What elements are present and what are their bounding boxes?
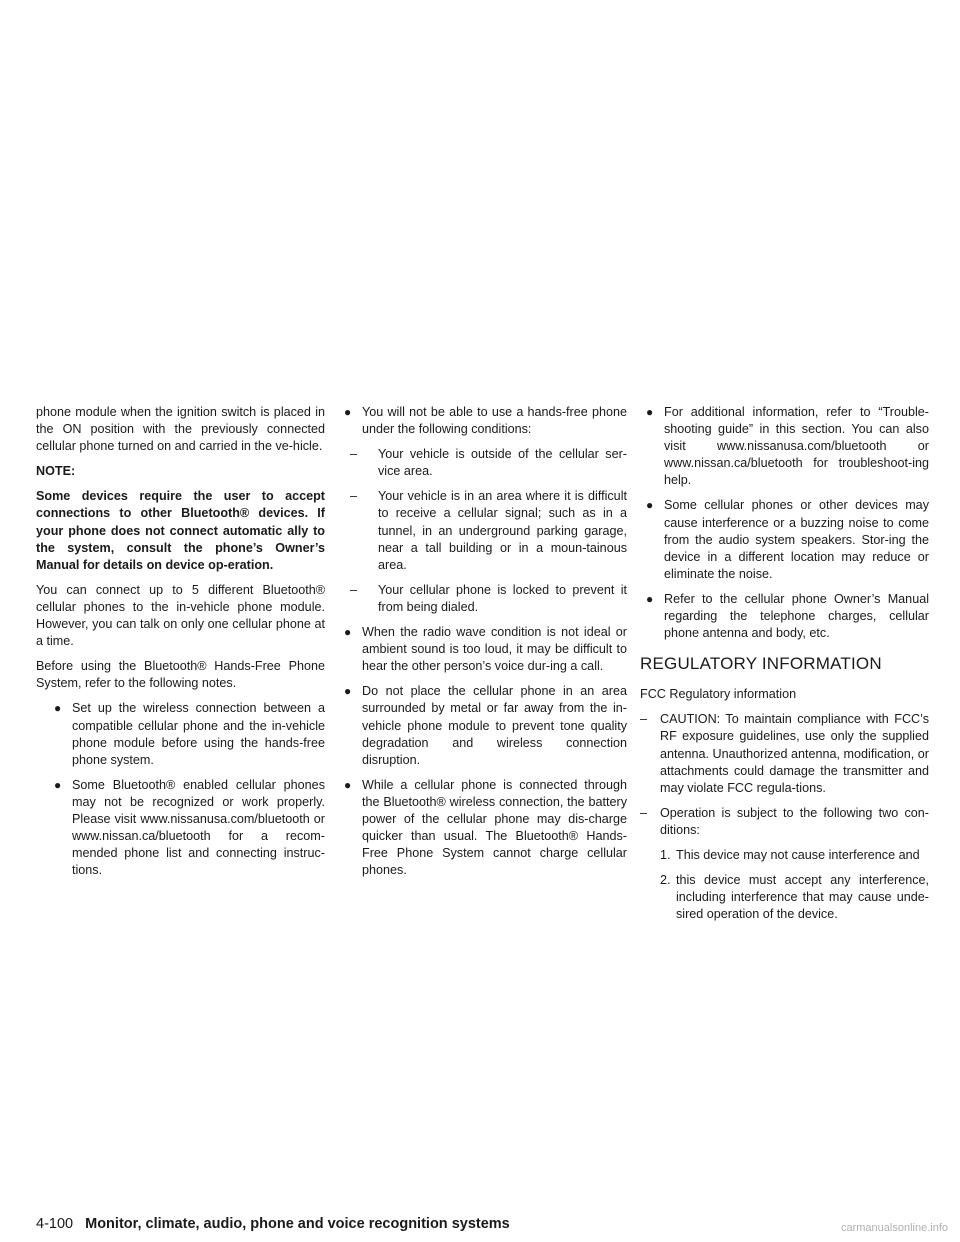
list-item — [52, 700, 325, 768]
sub-list-item-text: Your vehicle is in an area where it is difficult to receive a cellular signal; such as in a tunnel, in an underground parking garage, near a tall building or in a moun-tainous area. — [378, 489, 627, 572]
list-item — [640, 404, 929, 489]
item-number: 2. — [660, 873, 671, 888]
dash-icon: – — [350, 489, 358, 504]
list-item-text: While a cellular phone is connected through the Bluetooth® wireless connection, the battery power of the cellular phone may dis-charge quicker than usual. The Bluetooth® Hands-Free Phone System cannot charge cellular phones. — [362, 777, 627, 878]
bullet-icon: ● — [54, 777, 62, 792]
dash-list-item-text: Operation is subject to the following two con-ditions: — [660, 805, 929, 837]
column-right — [640, 404, 929, 931]
sub-list-item — [350, 582, 627, 616]
list-item — [52, 777, 325, 880]
column-left — [36, 404, 325, 887]
bullet-icon: ● — [344, 625, 352, 640]
dash-icon: – — [640, 712, 648, 727]
list-item-text: Some cellular phones or other devices may cause interference or a buzzing noise to come from the audio system speakers. Stor-ing the device in a different location may reduce or eliminate the noise. — [664, 498, 929, 581]
list-item-text: When the radio wave condition is not ideal or ambient sound is too loud, it may be difficult to hear the other person’s voice dur-ing a call. — [362, 625, 627, 674]
paragraph-before-using: Before using the Bluetooth® Hands-Free Phone System, refer to the following notes. — [36, 659, 325, 691]
paragraph-connect-count: You can connect up to 5 different Bluetooth® cellular phones to the in-vehicle phone module. However, you can talk on only one cellular phone at a time. — [36, 582, 325, 649]
dash-list-item — [640, 711, 929, 796]
note-text: Some devices require the user to accept connections to other Bluetooth® devices. If your phone does not connect automatic ally to the system, consult the phone’s Owner’s Manual for details on device op-eration. — [36, 489, 325, 572]
sub-list-item — [350, 488, 627, 573]
list-item — [338, 683, 627, 768]
list-item-text: Refer to the cellular phone Owner’s Manual regarding the telephone charges, cellular phone antenna and body, etc. — [664, 591, 929, 641]
page-footer — [36, 1216, 510, 1232]
bullet-icon: ● — [646, 591, 654, 606]
bullet-icon: ● — [344, 684, 352, 699]
list-item-text: For additional information, refer to “Trouble-shooting guide” in this section. You can also visit www.nissanusa.com/bluetooth or www.nissan.ca/bluetooth for troubleshoot-ing help. — [664, 405, 929, 488]
list-item — [338, 404, 627, 438]
dash-icon: – — [350, 447, 358, 462]
list-item — [640, 497, 929, 582]
list-item-text: Some Bluetooth® enabled cellular phones may not be recognized or work properly. Please visit www.nissanusa.com/bluetooth or www.nissan.ca/bluetooth for a recom-mended phone list and connecting instruc-tions. — [72, 777, 325, 878]
sub-list-item — [350, 446, 627, 480]
item-number: 1. — [660, 847, 671, 862]
bullet-icon: ● — [344, 405, 352, 419]
numbered-item-text: This device may not cause interference and — [676, 847, 920, 862]
bullet-icon: ● — [646, 405, 654, 419]
paragraph-intro: phone module when the ignition switch is placed in the ON position with the previously connected cellular phone turned on and carried in the ve-hicle. — [36, 405, 325, 454]
list-item-text: Do not place the cellular phone in an area surrounded by metal or far away from the in-vehicle phone module to prevent tone quality degradation and wireless connection disruption. — [362, 684, 627, 767]
sub-list-item-text: Your vehicle is outside of the cellular ser-vice area. — [378, 447, 627, 479]
list-item-text: Set up the wireless connection between a compatible cellular phone and the in-vehicle phone module before using the hands-free phone system. — [72, 701, 325, 767]
list-item — [338, 777, 627, 880]
bullet-icon: ● — [344, 777, 352, 792]
dash-list-item-text: CAUTION: To maintain compliance with FCC’s RF exposure guidelines, use only the supplied antenna. Unauthorized antenna, modification, or attachments could damage the transmitter and may violate FCC regula-tions. — [660, 712, 929, 795]
list-item — [338, 624, 627, 675]
sub-list-item-text: Your cellular phone is locked to prevent it from being dialed. — [378, 582, 627, 614]
column-middle — [338, 404, 627, 887]
dash-icon: – — [640, 805, 648, 820]
fcc-title: FCC Regulatory information — [640, 687, 797, 702]
page-number: 4-100 — [36, 1216, 74, 1232]
numbered-item — [640, 872, 929, 923]
note-label: NOTE: — [36, 464, 76, 479]
numbered-item — [640, 847, 929, 864]
chapter-title: Monitor, climate, audio, phone and voice recognition systems — [85, 1216, 510, 1232]
section-title: REGULATORY INFORMATION — [640, 654, 882, 674]
bullet-icon: ● — [646, 498, 654, 513]
watermark: carmanualsonline.info — [840, 1222, 948, 1234]
dash-list-item — [640, 805, 929, 839]
dash-icon: – — [350, 582, 358, 597]
bullet-icon: ● — [54, 701, 62, 716]
list-item — [640, 591, 929, 642]
list-item-text: You will not be able to use a hands-free phone under the following conditions: — [362, 405, 627, 437]
numbered-item-text: this device must accept any interference, including interference that may cause unde-sired operation of the device. — [676, 873, 929, 922]
